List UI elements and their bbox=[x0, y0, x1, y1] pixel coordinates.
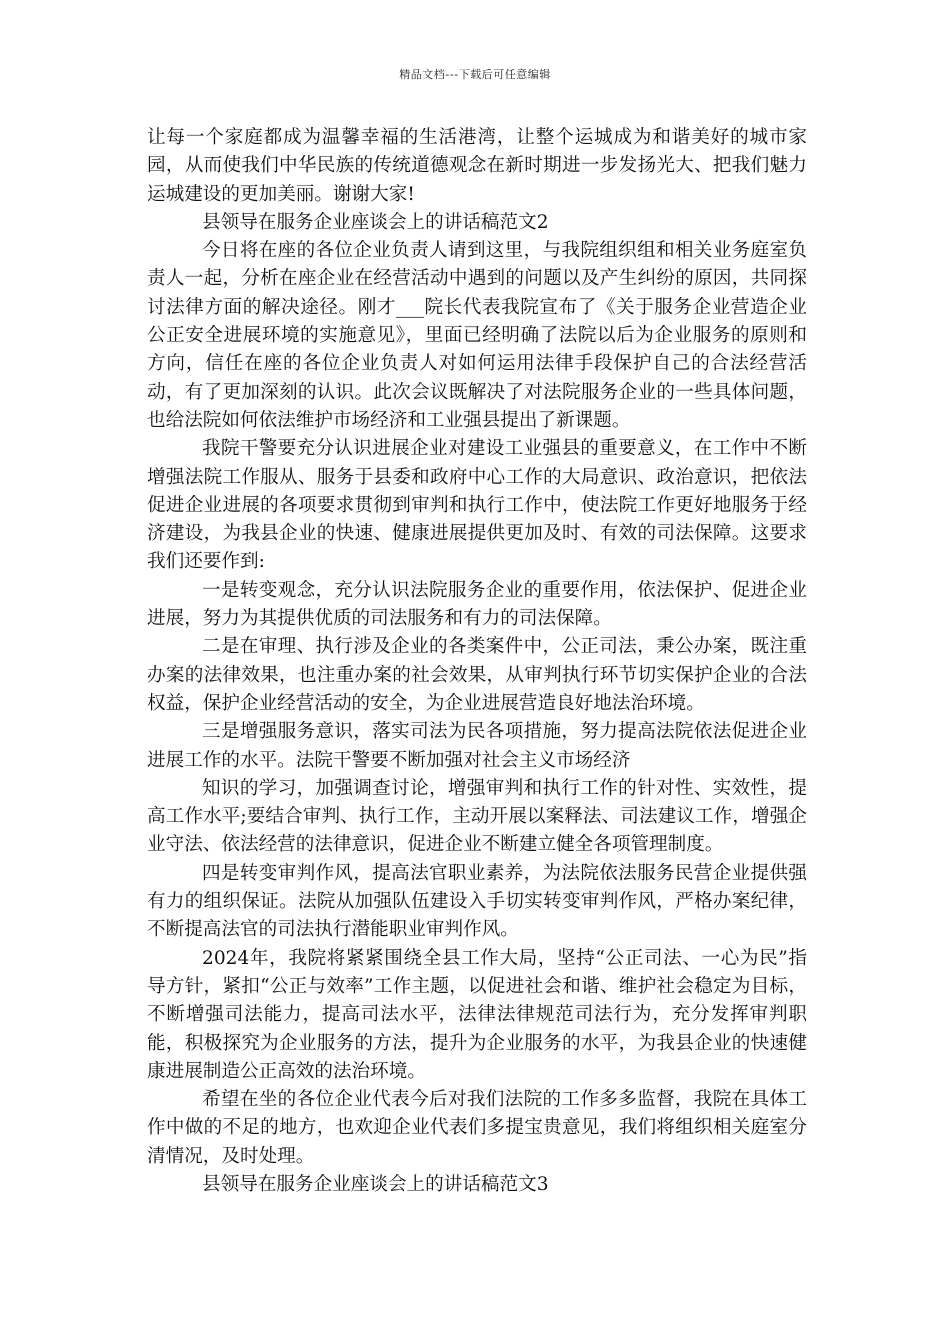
paragraph: 2024年，我院将紧紧围绕全县工作大局，坚持“公正司法、一心为民”指导方针，紧扣“公正与效率”工作主题，以促进社会和谐、维护社会稳定为目标，不断增强司法能力，提高司法水平，法律法律规范司法行为，充分发挥审判职能，积极探究为企业服务的方法，提升为企业服务的水平，为我县企业的快速健康进展制造公正高效的法治环境。 bbox=[147, 947, 807, 1082]
paragraph: 知识的学习，加强调查讨论，增强审判和执行工作的针对性、实效性，提高工作水平;要结合审判、执行工作，主动开展以案释法、司法建议工作，增强企业守法、依法经营的法律意识，促进企业不断建立健全各项管理制度。 bbox=[147, 777, 807, 856]
list-item: 三是增强服务意识，落实司法为民各项措施，努力提高法院依法促进企业进展工作的水平。法院干警要不断加强对社会主义市场经济 bbox=[147, 721, 807, 771]
paragraph: 希望在坐的各位企业代表今后对我们法院的工作多多监督，我院在具体工作中做的不足的地方，也欢迎企业代表们多提宝贵意见，我们将组织相关庭室分清情况，及时处理。 bbox=[147, 1089, 807, 1167]
section-heading: 县领导在服务企业座谈会上的讲话稿范文3 bbox=[202, 1173, 549, 1195]
document-body bbox=[147, 124, 807, 1199]
paragraph: 今日将在座的各位企业负责人请到这里，与我院组织组和相关业务庭室负责人一起，分析在座企业在经营活动中遇到的问题以及产生纠纷的原因，共同探讨法律方面的解决途径。刚才___院长代表我院宣布了《关于服务企业营造企业公正安全进展环境的实施意见》，里面已经明确了法院以后为企业服务的原则和方向，信任在座的各位企业负责人对如何运用法律手段保护自己的合法经营活动，有了更加深刻的认识。此次会议既解决了对法院服务企业的一些具体问题，也给法院如何依法维护市场经济和工业强县提出了新课题。 bbox=[147, 240, 807, 431]
list-item: 四是转变审判作风，提高法官职业素养，为法院依法服务民营企业提供强有力的组织保证。法院从加强队伍建设入手切实转变审判作风，严格办案纪律，不断提高法官的司法执行潜能职业审判作风。 bbox=[147, 862, 807, 941]
list-item: 一是转变观念，充分认识法院服务企业的重要作用，依法保护、促进企业进展，努力为其提供优质的司法服务和有力的司法保障。 bbox=[147, 579, 807, 630]
page-header: 精品文档---下载后可任意编辑 bbox=[399, 68, 551, 81]
section-heading: 县领导在服务企业座谈会上的讲话稿范文2 bbox=[202, 211, 549, 233]
paragraph: 我院干警要充分认识进展企业对建设工业强县的重要意义，在工作中不断增强法院工作服从、服务于县委和政府中心工作的大局意识、政治意识，把依法促进企业进展的各项要求贯彻到审判和执行工作中，使法院工作更好地服务于经济建设，为我县企业的快速、健康进展提供更加及时、有效的司法保障。这要求我们还要作到: bbox=[147, 438, 807, 573]
list-item: 二是在审理、执行涉及企业的各类案件中，公正司法，秉公办案，既注重办案的法律效果，也注重办案的社会效果，从审判执行环节切实保护企业的合法权益，保护企业经营活动的安全，为企业进展营造良好地法治环境。 bbox=[147, 636, 807, 714]
paragraph: 让每一个家庭都成为温馨幸福的生活港湾，让整个运城成为和谐美好的城市家园，从而使我们中华民族的传统道德观念在新时期进一步发扬光大、把我们魅力运城建设的更加美丽。谢谢大家! bbox=[147, 127, 807, 205]
